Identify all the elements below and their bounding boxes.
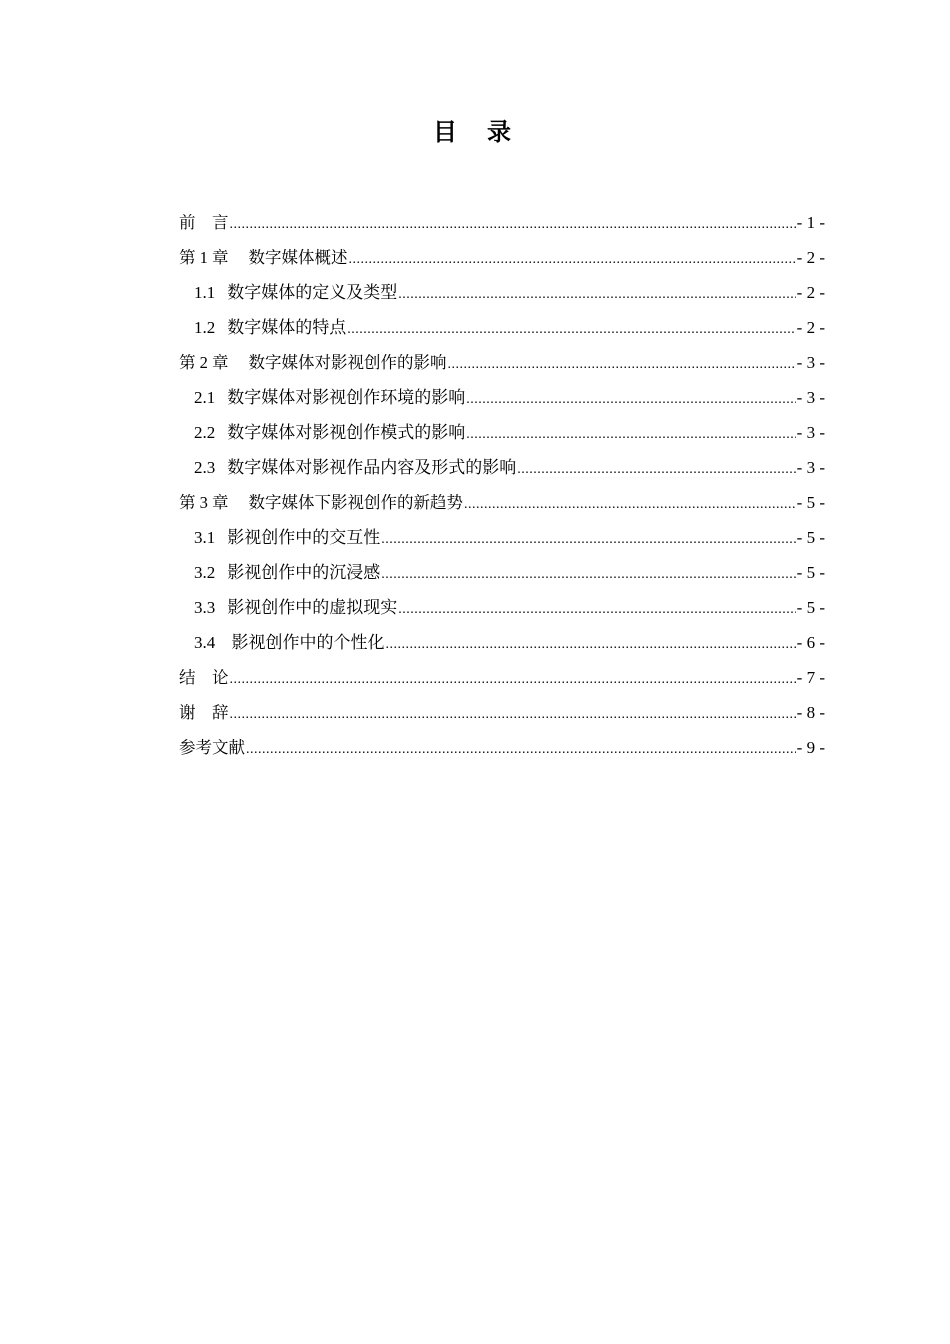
toc-entry-text: 参考文献 — [179, 738, 245, 757]
toc-entry-number: 3.1 — [194, 528, 216, 547]
toc-dot-leader — [381, 557, 795, 592]
toc-entry-label — [194, 590, 397, 625]
toc-entry-label — [179, 205, 229, 240]
toc-entry-label — [179, 485, 463, 520]
toc-entry-label — [179, 660, 229, 695]
toc-page-number: - 5 - — [796, 493, 825, 512]
toc-page-number: - 6 - — [796, 633, 825, 652]
toc-dot-leader — [230, 662, 796, 697]
toc-dot-leader — [398, 592, 795, 627]
toc-dot-leader — [349, 242, 796, 277]
toc-entry-label — [194, 555, 380, 590]
toc-page-number: - 5 - — [796, 528, 825, 547]
page-title: 目 录 — [433, 120, 523, 146]
toc-dot-leader — [448, 347, 796, 382]
toc-entry[interactable] — [179, 380, 825, 415]
toc-page-number: - 2 - — [796, 283, 825, 302]
toc-entry-number: 2.1 — [194, 388, 216, 407]
toc-dot-leader — [246, 732, 796, 767]
toc-entry[interactable] — [179, 590, 825, 625]
toc-entry-text: 数字媒体的特点 — [227, 318, 347, 337]
toc-entry-number: 3.4 — [194, 633, 216, 652]
toc-entry-label — [194, 520, 380, 555]
toc-entry-text: 数字媒体对影视作品内容及形式的影响 — [227, 458, 517, 477]
toc-entry-number: 第 3 章 — [179, 493, 229, 512]
toc-entry-text: 数字媒体对影视创作模式的影响 — [227, 423, 466, 442]
toc-entry[interactable] — [179, 310, 825, 345]
toc-entry-number: 2.2 — [194, 423, 216, 442]
toc-page-number: - 3 - — [796, 423, 825, 442]
toc-page-number: - 5 - — [796, 598, 825, 617]
toc-dot-leader — [386, 627, 796, 662]
toc-entry-text: 谢 辞 — [179, 703, 229, 722]
toc-entry[interactable] — [179, 660, 825, 695]
toc-entry-label — [194, 275, 397, 310]
toc-entry-label — [179, 240, 348, 275]
toc-entry-number: 第 1 章 — [179, 248, 229, 267]
toc-page-number: - 2 - — [796, 318, 825, 337]
toc-page-number: - 3 - — [796, 458, 825, 477]
toc-entry-number: 3.3 — [194, 598, 216, 617]
toc-entry-text: 结 论 — [179, 668, 229, 687]
toc-entry-text: 数字媒体对影视创作的影响 — [248, 353, 447, 372]
toc-entry-text: 前 言 — [179, 213, 229, 232]
toc-entry-label — [179, 730, 245, 765]
toc-page-number: - 5 - — [796, 563, 825, 582]
toc-entry-label — [179, 345, 447, 380]
toc-dot-leader — [466, 382, 795, 417]
toc-page-number: - 9 - — [796, 738, 825, 757]
toc-entry[interactable] — [179, 240, 825, 275]
toc-entry[interactable] — [179, 205, 825, 240]
toc-dot-leader — [466, 417, 795, 452]
toc-page-number: - 7 - — [796, 668, 825, 687]
toc-entry-number: 1.1 — [194, 283, 216, 302]
toc-dot-leader — [347, 312, 795, 347]
toc-page-number: - 8 - — [796, 703, 825, 722]
toc-entry-text: 影视创作中的沉浸感 — [227, 563, 381, 582]
toc-entry-label — [194, 310, 346, 345]
toc-entry-label — [179, 695, 229, 730]
toc-entry[interactable] — [179, 275, 825, 310]
toc-entry[interactable] — [179, 520, 825, 555]
toc-entry[interactable] — [179, 345, 825, 380]
toc-dot-leader — [381, 522, 795, 557]
toc-entry[interactable] — [179, 485, 825, 520]
toc-entry[interactable] — [179, 695, 825, 730]
toc-page-number: - 3 - — [796, 388, 825, 407]
toc-entry-number: 2.3 — [194, 458, 216, 477]
toc-entry[interactable] — [179, 555, 825, 590]
toc-entry[interactable] — [179, 415, 825, 450]
toc-entry-text: 影视创作中的个性化 — [227, 633, 385, 652]
toc-entry-text: 影视创作中的虚拟现实 — [227, 598, 398, 617]
toc-entry-label — [194, 380, 465, 415]
toc-page-number: - 3 - — [796, 353, 825, 372]
toc-page-number: - 2 - — [796, 248, 825, 267]
toc-entry[interactable] — [179, 730, 825, 765]
toc-entry-text: 数字媒体下影视创作的新趋势 — [248, 493, 463, 512]
toc-page-number: - 1 - — [796, 213, 825, 232]
toc-entry-label — [194, 415, 465, 450]
toc-dot-leader — [398, 277, 795, 312]
toc-dot-leader — [230, 207, 796, 242]
toc-entry-number: 3.2 — [194, 563, 216, 582]
toc-entry-text: 数字媒体对影视创作环境的影响 — [227, 388, 466, 407]
toc-entry[interactable] — [179, 625, 825, 660]
toc-dot-leader — [230, 697, 796, 732]
toc-entry-number: 1.2 — [194, 318, 216, 337]
toc-entry[interactable] — [179, 450, 825, 485]
toc-entry-label — [194, 625, 385, 660]
table-of-contents — [179, 205, 825, 765]
toc-dot-leader — [464, 487, 796, 522]
toc-entry-text: 数字媒体的定义及类型 — [227, 283, 398, 302]
toc-dot-leader — [517, 452, 795, 487]
toc-entry-text: 影视创作中的交互性 — [227, 528, 381, 547]
toc-entry-label — [194, 450, 516, 485]
toc-entry-number: 第 2 章 — [179, 353, 229, 372]
toc-entry-text: 数字媒体概述 — [248, 248, 348, 267]
